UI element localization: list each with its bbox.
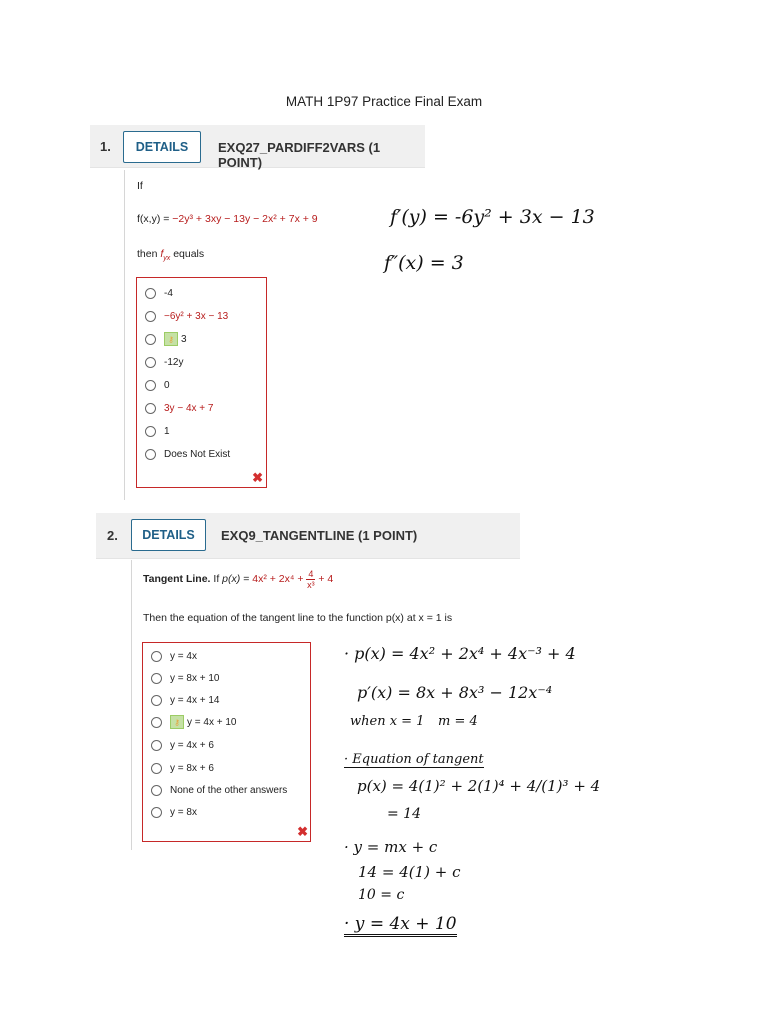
q1-option[interactable] — [145, 308, 228, 324]
q1-code: EXQ27_PARDIFF2VARS (1 POINT) — [218, 140, 381, 170]
q2-header — [96, 513, 520, 559]
q2-handwriting-line: · y = 4x + 10 — [344, 914, 457, 937]
q1-header — [90, 125, 425, 168]
q1-option-label: Does Not Exist — [164, 448, 231, 460]
radio-icon[interactable] — [151, 807, 162, 818]
q2-handwriting-line: 14 = 4(1) + c — [358, 863, 461, 881]
radio-icon[interactable] — [145, 426, 156, 437]
q1-number: 1. — [100, 139, 111, 154]
radio-icon[interactable] — [145, 311, 156, 322]
radio-icon[interactable] — [145, 380, 156, 391]
q2-frac-num: 4 — [308, 568, 314, 579]
q1-answer-box — [136, 277, 267, 488]
q1-equals: equals — [173, 248, 205, 260]
incorrect-x-icon: ✖ — [252, 470, 263, 485]
q1-option[interactable] — [145, 446, 230, 462]
radio-icon[interactable] — [145, 403, 156, 414]
q1-option-label: 0 — [164, 379, 170, 391]
q1-details-button[interactable]: DETAILS — [123, 131, 201, 163]
q2-expr-b: + 4 — [318, 573, 334, 585]
q1-then: then — [137, 248, 158, 260]
radio-icon[interactable] — [145, 357, 156, 368]
q2-option[interactable] — [151, 670, 219, 686]
q1-fyx — [160, 248, 171, 263]
q2-option[interactable] — [151, 737, 214, 753]
q2-number: 2. — [107, 528, 118, 543]
q2-option-label: y = 4x + 10 — [187, 716, 237, 728]
q1-option[interactable] — [145, 377, 170, 393]
q2-option-label: y = 4x + 14 — [170, 694, 220, 706]
q2-option[interactable] — [151, 648, 197, 664]
q2-title — [143, 564, 333, 594]
q1-option[interactable] — [145, 331, 187, 347]
radio-icon[interactable] — [151, 763, 162, 774]
q2-option-label: None of the other answers — [170, 784, 288, 796]
q2-handwriting-line: = 14 — [387, 806, 421, 822]
q2-frac-den: x³ — [307, 579, 315, 590]
incorrect-x-icon: ✖ — [297, 824, 308, 839]
radio-icon[interactable] — [145, 288, 156, 299]
q1-option[interactable] — [145, 285, 173, 301]
q2-handwriting-line: m = 4 — [438, 714, 478, 729]
q2-option[interactable] — [151, 692, 219, 708]
q1-handwriting-line: f″(x) = 3 — [384, 252, 464, 274]
q1-fyx-f: f — [160, 248, 164, 260]
q1-function-rhs: −2y³ + 3xy − 13y − 2x² + 7x + 9 — [172, 213, 318, 225]
page-title: MATH 1P97 Practice Final Exam — [285, 94, 483, 109]
q2-title-if: If — [213, 573, 220, 585]
q2-option[interactable] — [151, 760, 214, 776]
q2-handwriting-line: · Equation of tangent — [344, 752, 484, 767]
q1-handwriting-line: f′(y) = -6y² + 3x − 13 — [390, 206, 595, 228]
q2-option-label: y = 4x + 6 — [170, 739, 214, 751]
q2-left-rule — [131, 560, 132, 850]
q2-expr-a: 4x² + 2x⁴ + — [252, 573, 304, 585]
q2-fraction — [306, 569, 315, 590]
q2-handwriting-line: p(x) = 4(1)² + 2(1)⁴ + 4/(1)³ + 4 — [357, 777, 601, 795]
q2-handwriting-line: p′(x) = 8x + 8x³ − 12x⁻⁴ — [357, 683, 553, 702]
q2-option[interactable] — [151, 804, 197, 820]
q2-code: EXQ9_TANGENTLINE (1 POINT) — [221, 528, 418, 543]
q2-option-label: y = 4x — [170, 650, 197, 662]
q2-handwriting-line: when x = 1 — [350, 714, 425, 729]
radio-icon[interactable] — [145, 334, 156, 345]
q2-answer-box — [142, 642, 311, 842]
q2-handwriting-line: 10 = c — [358, 887, 405, 903]
radio-icon[interactable] — [151, 651, 162, 662]
q2-option-label: y = 8x — [170, 806, 197, 818]
q1-option[interactable] — [145, 354, 183, 370]
q2-question: Then the equation of the tangent line to the function p(x) at x = 1 is — [143, 612, 453, 624]
radio-icon[interactable] — [151, 673, 162, 684]
q1-then-line — [137, 248, 204, 262]
q1-option-label: −6y² + 3x − 13 — [164, 310, 229, 322]
radio-icon[interactable] — [151, 695, 162, 706]
q2-handwriting-line: · y = mx + c — [344, 838, 438, 856]
q1-option[interactable] — [145, 400, 213, 416]
q1-option[interactable] — [145, 423, 170, 439]
radio-icon[interactable] — [151, 717, 162, 728]
q1-function — [137, 213, 318, 225]
radio-icon[interactable] — [151, 785, 162, 796]
q2-option-label: y = 8x + 10 — [170, 672, 220, 684]
q2-option[interactable] — [151, 782, 287, 798]
key-icon: ⚷ — [170, 715, 184, 729]
q2-title-bold: Tangent Line. — [143, 573, 211, 585]
q1-intro: If — [137, 180, 143, 192]
q1-function-lhs: f(x,y) = — [137, 213, 173, 225]
radio-icon[interactable] — [145, 449, 156, 460]
q2-px: p(x) — [222, 573, 241, 585]
q1-option-label: 3 — [181, 333, 187, 345]
q1-option-label: -4 — [164, 287, 173, 299]
key-icon: ⚷ — [164, 332, 178, 346]
q2-details-button[interactable]: DETAILS — [131, 519, 206, 551]
q2-option-label: y = 8x + 6 — [170, 762, 214, 774]
q1-left-rule — [124, 170, 125, 500]
q1-option-label: 1 — [164, 425, 170, 437]
q2-handwriting-line: · p(x) = 4x² + 2x⁴ + 4x⁻³ + 4 — [344, 644, 576, 663]
q2-equals: = — [243, 573, 250, 585]
q1-fyx-sub: yx — [163, 255, 171, 263]
radio-icon[interactable] — [151, 740, 162, 751]
q1-option-label: -12y — [164, 356, 184, 368]
q2-option[interactable] — [151, 714, 236, 730]
q1-option-label: 3y − 4x + 7 — [164, 402, 214, 414]
